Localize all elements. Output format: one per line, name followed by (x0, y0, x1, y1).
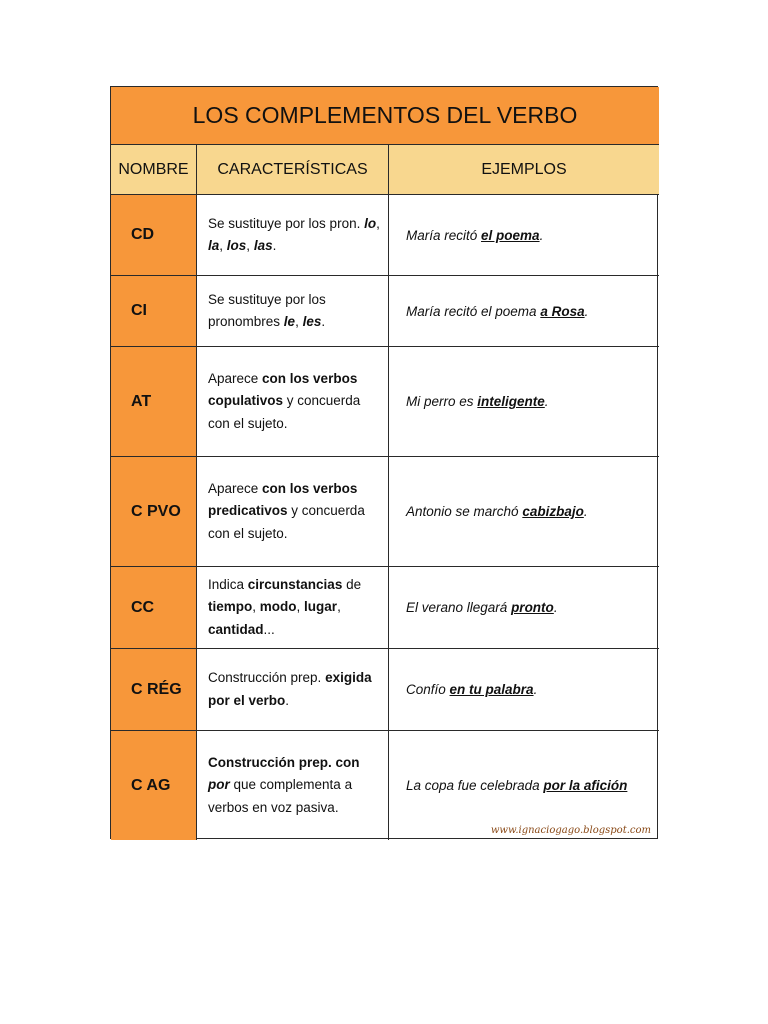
example-text: El verano llegará (406, 600, 512, 615)
features-segment: Construcción prep. (208, 670, 326, 685)
features-segment: por (208, 777, 230, 793)
features-segment: Construcción prep. con (208, 754, 360, 770)
features-segment: Indica (208, 576, 248, 592)
features-segment: la (208, 238, 220, 253)
features-text (208, 213, 380, 258)
header-examples: EJEMPLOS (389, 145, 659, 195)
complement-name: C RÉG (111, 649, 197, 731)
example-highlight: el poema (481, 227, 540, 243)
example-highlight: pronto (511, 600, 554, 615)
example-sentence (406, 504, 588, 519)
complement-features (197, 649, 389, 731)
complement-name: C PVO (111, 457, 197, 567)
features-segment: y concuerda con el sujeto. (208, 393, 361, 431)
features-segment: circunstancias (247, 576, 343, 592)
example-sentence (406, 394, 549, 409)
features-segment: , (296, 599, 305, 615)
features-segment: , (337, 599, 341, 615)
features-segment: , (295, 314, 303, 329)
example-text: María recitó (406, 227, 482, 243)
features-segment: lugar (304, 599, 338, 615)
example-text: Confío (406, 682, 450, 697)
features-segment: tiempo (208, 599, 253, 615)
complement-example (389, 276, 659, 347)
complement-example (389, 347, 659, 457)
example-highlight: a Rosa (540, 303, 585, 319)
features-segment: Aparece (208, 370, 263, 386)
features-segment: , (252, 599, 260, 615)
complement-features (197, 276, 389, 347)
example-text: María recitó el poema (406, 303, 541, 319)
complement-name: C AG (111, 731, 197, 840)
features-segment: cantidad (208, 621, 264, 637)
features-segment: , (376, 215, 380, 231)
example-sentence (406, 778, 627, 793)
features-segment: Se sustituye por los pron. (208, 215, 365, 231)
complement-name: AT (111, 347, 197, 457)
complements-table (110, 86, 658, 839)
header-features: CARACTERÍSTICAS (197, 145, 389, 195)
watermark: www.ignaciogago.blogspot.com (490, 825, 651, 836)
example-highlight: cabizbajo (522, 504, 584, 519)
features-segment: modo (259, 599, 297, 615)
complement-features (197, 731, 389, 840)
example-highlight: inteligente (477, 394, 545, 409)
complement-example (389, 649, 659, 731)
features-text (208, 667, 380, 712)
features-segment: exigida por el verbo (208, 670, 372, 708)
complement-name: CI (111, 276, 197, 347)
features-segment: lo (364, 215, 377, 231)
features-segment: Aparece (208, 480, 263, 496)
features-segment: Se sustituye por los pronombres (208, 291, 326, 329)
features-text (208, 752, 380, 820)
features-segment: , (246, 238, 254, 253)
header-name: NOMBRE (111, 145, 197, 195)
features-segment: . (272, 238, 277, 253)
example-text: . (533, 682, 538, 697)
features-text (208, 478, 380, 546)
features-segment: ... (263, 621, 275, 637)
example-text: La copa fue celebrada (406, 778, 544, 793)
example-text: . (553, 600, 558, 615)
example-text: . (583, 504, 588, 519)
complement-name: CD (111, 195, 197, 276)
complement-features (197, 567, 389, 649)
page-title: LOS COMPLEMENTOS DEL VERBO (111, 87, 659, 145)
features-segment: que complementa a verbos en voz pasiva. (208, 777, 353, 815)
complement-example (389, 731, 659, 840)
features-segment: de (342, 576, 362, 592)
complement-example (389, 457, 659, 567)
features-text (208, 368, 380, 436)
features-segment: con los verbos copulativos (208, 370, 358, 409)
features-text (208, 289, 380, 334)
complement-features (197, 195, 389, 276)
example-text: . (584, 303, 589, 319)
features-segment: con los verbos predicativos (208, 480, 358, 519)
example-sentence (406, 304, 588, 319)
features-segment: le (283, 314, 296, 329)
features-segment: . (285, 692, 290, 708)
complement-features (197, 457, 389, 567)
example-text: Mi perro es (406, 394, 478, 409)
example-sentence (406, 682, 537, 697)
example-sentence (406, 228, 543, 243)
complement-example (389, 567, 659, 649)
features-segment: las (253, 238, 273, 253)
complement-features (197, 347, 389, 457)
features-segment: y concuerda con el sujeto. (208, 503, 365, 541)
features-segment: . (321, 314, 326, 329)
features-segment: los (226, 238, 247, 253)
complement-name: CC (111, 567, 197, 649)
example-sentence (406, 600, 558, 615)
complement-example (389, 195, 659, 276)
features-segment: les (302, 314, 322, 329)
example-text: . (539, 227, 544, 243)
example-text: . (544, 394, 549, 409)
example-highlight: en tu palabra (449, 682, 534, 697)
example-text: Antonio se marchó (406, 504, 523, 519)
features-segment: , (219, 238, 227, 253)
features-text (208, 574, 380, 642)
example-highlight: por la afición (543, 778, 628, 793)
